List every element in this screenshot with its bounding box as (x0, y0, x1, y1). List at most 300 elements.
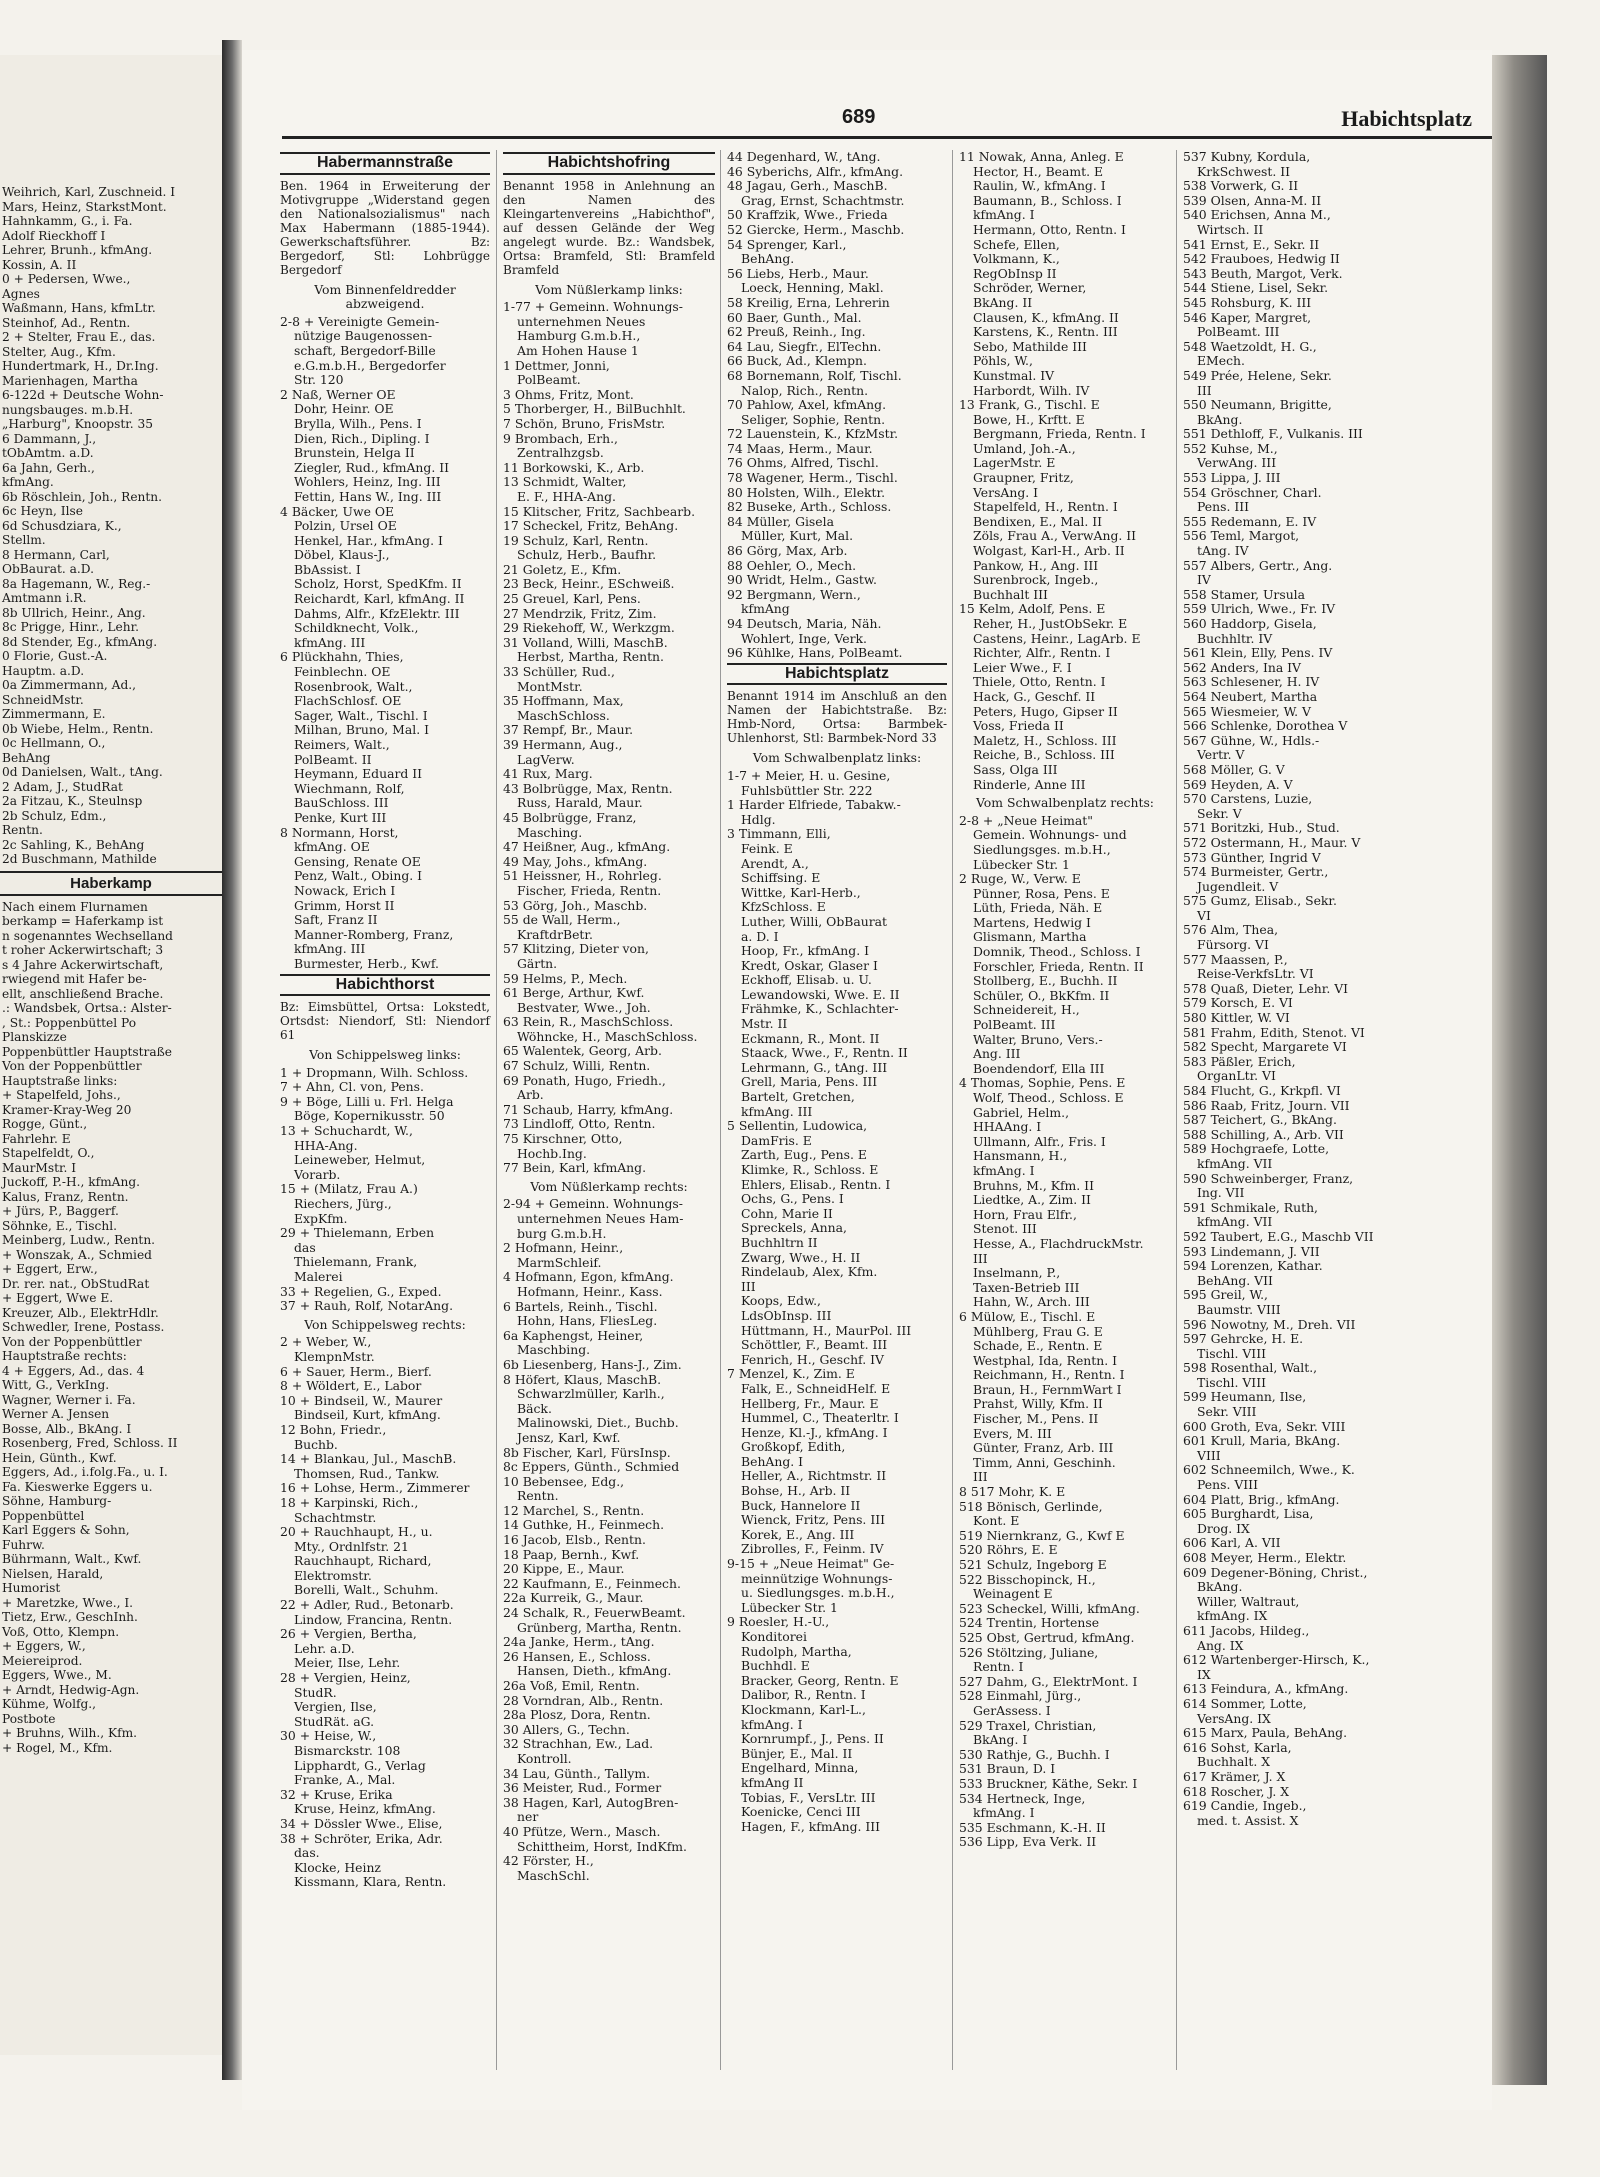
directory-entry: 33 Schüller, Rud., (503, 664, 615, 680)
directory-entry: 613 Feindura, A., kfmAng. (1183, 1681, 1349, 1697)
directory-entry: MontMstr. (517, 678, 583, 694)
directory-entry: Eckmann, R., Mont. II (741, 1030, 880, 1046)
directory-entry: Sekr. V (1197, 805, 1242, 821)
directory-entry: Buck, Hannelore II (741, 1497, 861, 1513)
directory-entry: Lübecker Str. 1 (973, 856, 1070, 872)
directory-entry: Kredt, Oskar, Glaser I (741, 957, 878, 973)
directory-entry: 35 Hoffmann, Max, (503, 693, 624, 709)
directory-entry: Henze, Kl.-J., kfmAng. I (741, 1424, 888, 1440)
directory-entry: Hesse, A., FlachdruckMstr. (973, 1235, 1144, 1251)
directory-entry: Bismarckstr. 108 (294, 1743, 401, 1758)
directory-entry: 583 Päßler, Erich, (1183, 1053, 1296, 1069)
directory-entry: + Maretzke, Wwe., I. (2, 1595, 134, 1610)
directory-entry: 32 Strachhan, Ew., Lad. (503, 1736, 654, 1752)
directory-entry: Wohlers, Heinz, Ing. III (294, 474, 441, 490)
directory-entry: 2-8 + „Neue Heimat" (959, 812, 1093, 828)
directory-entry: Hermann, Otto, Rentn. I (973, 221, 1126, 237)
section-heading: Vom Nüßlerkamp links: (535, 281, 683, 297)
directory-entry: Horn, Frau Elfr., (973, 1206, 1077, 1222)
directory-entry: Koenicke, Cenci III (741, 1804, 861, 1820)
directory-entry: MaschSchl. (517, 1867, 590, 1883)
running-head: Habichtsplatz (1341, 106, 1472, 131)
directory-entry: BehAng (2, 750, 51, 765)
directory-entry: Tischl. VIII (1197, 1374, 1266, 1390)
directory-entry: a. D. I (741, 928, 779, 944)
page-header (282, 106, 1492, 139)
directory-entry: Glismann, Martha (973, 929, 1087, 945)
directory-entry: HHAAng. I (973, 1119, 1042, 1135)
directory-entry: BehAng. I (741, 1453, 804, 1469)
directory-entry: e.G.m.b.H., Bergedorfer (294, 357, 446, 373)
directory-entry: Eggers, Wwe., M. (2, 1668, 112, 1682)
directory-entry: Agnes (2, 286, 40, 301)
entry-list (280, 1335, 490, 1890)
directory-entry: Ochs, G., Pens. I (741, 1191, 844, 1207)
directory-entry: 2-8 + Vereinigte Gemein- (280, 313, 440, 329)
directory-entry: PolBeamt. II (294, 751, 372, 767)
directory-entry: 22 + Adler, Rud., Betonarb. (280, 1597, 454, 1613)
directory-entry: Dahms, Alfr., KfzElektr. III (294, 605, 460, 621)
directory-entry: 56 Liebs, Herb., Maur. (727, 265, 869, 281)
directory-entry: KraftdrBetr. (517, 926, 593, 942)
directory-entry: 66 Buck, Ad., Klempn. (727, 353, 867, 369)
directory-entry: Masching. (517, 824, 583, 840)
directory-entry: Meinberg, Ludw., Rentn. (2, 1233, 156, 1247)
directory-entry: 545 Rohsburg, K. III (1183, 294, 1312, 310)
directory-entry: ObBaurat. a.D. (2, 562, 94, 576)
directory-entry: 90 Wridt, Helm., Gastw. (727, 572, 877, 588)
directory-entry: 550 Neumann, Brigitte, (1183, 397, 1332, 413)
directory-entry: Castens, Heinr., LagArb. E (973, 630, 1141, 646)
section-heading: Vom Schwalbenplatz links: (752, 750, 922, 766)
directory-entry: 68 Bornemann, Rolf, Tischl. (727, 367, 902, 383)
directory-entry: Heller, A., Richtmstr. II (741, 1468, 887, 1484)
directory-entry: BkAng. (1197, 1579, 1243, 1595)
directory-entry: Fischer, Frieda, Rentn. (517, 882, 662, 898)
street-title: Habichtshofring (503, 152, 715, 175)
directory-entry: Gensing, Renate OE (294, 853, 421, 869)
directory-entry: + Rogel, M., Kfm. (2, 1740, 113, 1755)
directory-entry: Saft, Franz II (294, 912, 378, 928)
directory-entry: 0 + Pedersen, Wwe., (2, 272, 131, 286)
directory-entry: Stellm. (2, 533, 46, 547)
directory-entry: Penke, Kurt III (294, 809, 387, 825)
directory-entry: 72 Lauenstein, K., KfzMstr. (727, 426, 899, 442)
directory-entry: Henkel, Har., kfmAng. I (294, 532, 443, 548)
directory-entry: Ing. VII (1197, 1185, 1245, 1201)
directory-entry: Schröder, Werner, (973, 280, 1087, 296)
directory-entry: Witt, G., VerkIng. (2, 1378, 110, 1392)
directory-entry: 6a Kaphengst, Heiner, (503, 1327, 644, 1343)
directory-entry: 539 Olsen, Anna-M. II (1183, 192, 1322, 208)
directory-entry: kfmAng. OE (294, 839, 370, 855)
directory-entry: Tobias, F., VersLtr. III (741, 1789, 876, 1805)
page-number: 689 (842, 106, 876, 128)
directory-entry: Bartelt, Gretchen, (741, 1089, 855, 1105)
page-edge (1492, 55, 1547, 2085)
directory-entry: Reichmann, H., Rentn. I (973, 1367, 1125, 1383)
street-title: Habichthorst (280, 974, 490, 997)
directory-entry: 54 Sprenger, Karl., (727, 236, 847, 252)
directory-entry: 53 Görg, Joh., Maschb. (503, 897, 648, 913)
directory-entry: Buchhltr. IV (1197, 630, 1273, 646)
directory-entry: 564 Neubert, Martha (1183, 688, 1318, 704)
directory-entry: KfzSchloss. E (741, 899, 826, 915)
directory-entry: n sogenanntes Wechselland (2, 928, 173, 943)
directory-entry: 565 Wiesmeier, W. V (1183, 703, 1311, 719)
directory-entry: 6 Bartels, Reinh., Tischl. (503, 1298, 658, 1314)
directory-entry: Harbordt, Wilh. IV (973, 382, 1090, 398)
directory-entry: Wittke, Karl-Herb., (741, 884, 861, 900)
directory-entry: 529 Traxel, Christian, (959, 1717, 1097, 1733)
directory-entry: Vergien, Ilse, (294, 1699, 377, 1715)
directory-entry: Kossin, A. II (2, 257, 77, 272)
directory-entry: 18 + Karpinski, Rich., (280, 1494, 419, 1510)
directory-entry: Hagen, F., kfmAng. III (741, 1818, 881, 1834)
directory-entry: Bowe, H., Krftt. E (973, 411, 1085, 427)
directory-entry: Thiele, Otto, Rentn. I (973, 674, 1106, 690)
directory-entry: Timm, Anni, Geschinh. (973, 1454, 1116, 1470)
directory-entry: 63 Rein, R., MaschSchloss. (503, 1014, 674, 1030)
directory-entry: Von der Poppenbüttler (2, 1334, 142, 1349)
directory-entry: Stenot. III (973, 1221, 1037, 1237)
directory-entry: Bohse, H., Arb. II (741, 1483, 851, 1499)
directory-entry: Graupner, Fritz, (973, 470, 1074, 486)
directory-entry: Lewandowski, Wwe. E. II (741, 986, 900, 1002)
directory-entry: Bindseil, Kurt, kfmAng. (294, 1407, 441, 1423)
directory-entry: 611 Jacobs, Hildeg., (1183, 1622, 1310, 1638)
directory-entry: 8b Ullrich, Heinr., Ang. (2, 605, 146, 620)
directory-entry: Grell, Maria, Pens. III (741, 1074, 878, 1090)
directory-entry: 0b Wiebe, Helm., Rentn. (2, 721, 154, 736)
directory-entry: Arendt, A., (741, 855, 809, 871)
directory-entry: 24 Schalk, R., FeuerwBeamt. (503, 1605, 686, 1621)
directory-entry: Bendixen, E., Mal. II (973, 513, 1103, 529)
directory-entry: 548 Waetzoldt, H. G., (1183, 338, 1317, 354)
directory-entry: 80 Holsten, Wilh., Elektr. (727, 484, 886, 500)
directory-entry: OrganLtr. VI (1197, 1068, 1276, 1084)
directory-entry: Russ, Harald, Maur. (517, 795, 643, 811)
street-intro: Benannt 1914 im Anschluß an den Namen der Habichtstraße. Bz: Hmb-Nord, Ortsa: Barmbek-Uhlenhorst, Stl: Barmbek-Nord 33 (727, 689, 947, 746)
directory-entry: Mühlberg, Frau G. E (973, 1323, 1103, 1339)
directory-entry: 533 Bruckner, Käthe, Sekr. I (959, 1775, 1138, 1791)
directory-entry: 17 Scheckel, Fritz, BehAng. (503, 518, 679, 534)
directory-entry: 9 Roesler, H.-U., (727, 1614, 830, 1630)
directory-entry: Zimmermann, E. (2, 707, 106, 721)
directory-entry: Prahst, Willy, Kfm. II (973, 1396, 1103, 1412)
directory-entry: Zarth, Eug., Pens. E (741, 1147, 867, 1163)
directory-entry: kfmAng. III (294, 634, 366, 650)
column-1 (280, 150, 496, 2070)
directory-entry: VIII (1197, 1447, 1221, 1463)
directory-entry: StudR. (294, 1684, 337, 1700)
directory-entry: IX (1197, 1666, 1211, 1682)
directory-entry: Lehr. a.D. (294, 1640, 355, 1656)
directory-entry: tObAmtm. a.D. (2, 446, 94, 460)
directory-entry: Hoop, Fr., kfmAng. I (741, 943, 869, 959)
directory-entry: LagerMstr. E (973, 455, 1056, 471)
directory-entry: 0c Hellmann, O., (2, 736, 106, 750)
directory-entry: 593 Lindemann, J. VII (1183, 1243, 1320, 1259)
directory-entry: 555 Redemann, E. IV (1183, 513, 1317, 529)
directory-entry: 567 Gühne, W., Hdls.- (1183, 732, 1320, 748)
directory-entry: das. (294, 1845, 320, 1861)
directory-entry: Hundertmark, H., Dr.Ing. (2, 359, 159, 373)
directory-entry: 566 Schlenke, Dorothea V (1183, 718, 1348, 734)
directory-entry: Karstens, K., Rentn. III (973, 324, 1118, 340)
directory-entry: 530 Rathje, G., Buchh. I (959, 1746, 1110, 1762)
directory-entry: EMech. (1197, 353, 1245, 369)
directory-entry: Thielemann, Frank, (294, 1254, 418, 1270)
directory-entry: Gemein. Wohnungs- und (973, 827, 1127, 843)
directory-entry: 0 Florie, Gust.-A. (2, 649, 108, 663)
directory-entry: 9-15 + „Neue Heimat" Ge- (727, 1556, 895, 1572)
directory-entry: Wienck, Fritz, Pens. III (741, 1512, 885, 1528)
directory-entry: Weinagent E (973, 1586, 1053, 1602)
directory-entry: 609 Degener-Böning, Christ., (1183, 1564, 1368, 1580)
directory-entry: Rosenberg, Fred, Schloss. II (2, 1436, 178, 1450)
directory-entry: 604 Platt, Brig., kfmAng. (1183, 1491, 1340, 1507)
directory-entry: 562 Anders, Ina IV (1183, 659, 1301, 675)
directory-entry: 2 + Weber, W., (280, 1334, 372, 1350)
directory-entry: Nalop, Rich., Rentn. (741, 382, 869, 398)
directory-entry: Fahrlehr. E (2, 1131, 71, 1146)
directory-entry: 22a Kurreik, G., Maur. (503, 1590, 644, 1606)
directory-entry: Weihrich, Karl, Zuschneid. I (2, 185, 176, 199)
directory-entry: Martens, Hedwig I (973, 914, 1091, 930)
directory-entry: 6c Heyn, Ilse (2, 504, 83, 518)
directory-entry: Gärtn. (517, 955, 558, 971)
directory-entry: Baumstr. VIII (1197, 1301, 1281, 1317)
directory-entry: GerAssess. I (973, 1702, 1051, 1718)
directory-entry: med. t. Assist. X (1197, 1812, 1299, 1828)
directory-entry: Postbote (2, 1711, 56, 1726)
directory-entry: 5 Sellentin, Ludowica, (727, 1118, 868, 1134)
directory-entry: Fettin, Hans W., Ing. III (294, 488, 442, 504)
directory-entry: 65 Walentek, Georg, Arb. (503, 1043, 662, 1059)
directory-entry: 1 Dettmer, Jonni, (503, 357, 610, 373)
directory-entry: 8b Fischer, Karl, FürsInsp. (503, 1444, 671, 1460)
directory-entry: das (294, 1239, 316, 1255)
directory-entry: 8c Prigge, Hinr., Lehr. (2, 620, 139, 634)
directory-entry: Maschbing. (517, 1342, 591, 1358)
directory-entry: Kramer-Kray-Weg 20 (2, 1102, 132, 1117)
directory-entry: Franke, A., Mal. (294, 1772, 396, 1788)
directory-entry: 6 Mülow, E., Tischl. E (959, 1308, 1096, 1324)
directory-entry: 4 Bäcker, Uwe OE (280, 503, 395, 519)
directory-entry: kfmAng II (741, 1774, 804, 1790)
directory-entry: Falk, E., SchneidHelf. E (741, 1380, 891, 1396)
directory-entry: 606 Karl, A. VII (1183, 1535, 1281, 1551)
directory-entry: 8a Hagemann, W., Reg.- (2, 576, 151, 591)
directory-entry: Reichardt, Karl, kfmAng. II (294, 591, 465, 607)
directory-entry: burg G.m.b.H. (517, 1225, 607, 1241)
directory-entry: 536 Lipp, Eva Verk. II (959, 1834, 1097, 1850)
directory-entry: Klockmann, Karl-L., (741, 1701, 866, 1717)
directory-entry: Söhnke, E., Tischl. (2, 1218, 117, 1233)
directory-entry: Vorarb. (294, 1166, 341, 1182)
directory-entry: Kalus, Franz, Rentn. (2, 1189, 129, 1204)
directory-entry: schaft, Bergedorf-Bille (294, 342, 436, 358)
directory-entry: 6 Dammann, J., (2, 431, 97, 446)
column-3 (720, 150, 953, 2070)
directory-entry: Eggers, Ad., i.folg.Fa., u. I. (2, 1465, 168, 1479)
directory-entry: Juckoff, P.-H., kfmAng. (2, 1175, 141, 1189)
directory-entry: 520 Röhrs, E. E (959, 1542, 1058, 1558)
directory-entry: Feink. E (741, 840, 793, 856)
directory-entry: 1-7 + Meier, H. u. Gesine, (727, 767, 891, 783)
directory-entry: Braun, H., FernmWart I (973, 1381, 1122, 1397)
directory-entry: rwiegend mit Hafer be- (2, 972, 147, 986)
directory-entry: 7 + Ahn, Cl. von, Pens. (280, 1079, 424, 1095)
directory-entry: Von der Poppenbüttler (2, 1059, 142, 1073)
directory-entry: Volkmann, K., (973, 251, 1060, 267)
directory-entry: Dien, Rich., Dipling. I (294, 430, 430, 446)
directory-entry: 5 Thorberger, H., BilBuchhlt. (503, 401, 686, 417)
directory-entry: Böge, Kopernikusstr. 50 (294, 1108, 445, 1124)
directory-entry: BkAng. (1197, 411, 1243, 427)
directory-entry: Westphal, Ida, Rentn. I (973, 1352, 1117, 1368)
directory-entry: Stapelfeldt, O., (2, 1146, 95, 1160)
directory-entry: 540 Erichsen, Anna M., (1183, 207, 1331, 223)
directory-entry: Wolgast, Karl-H., Arb. II (973, 543, 1125, 559)
directory-entry: 13 Schmidt, Walter, (503, 474, 627, 490)
directory-entry: Nowack, Erich I (294, 882, 396, 898)
directory-columns (280, 150, 1490, 2070)
directory-entry: Korek, E., Ang. III (741, 1526, 855, 1542)
directory-entry: Schneidereit, H., (973, 1002, 1080, 1018)
directory-entry: 598 Rosenthal, Walt., (1183, 1360, 1318, 1376)
directory-entry: 560 Haddorp, Gisela, (1183, 616, 1317, 631)
entry-list (959, 814, 1171, 1850)
directory-entry: t roher Ackerwirtschaft; 3 (2, 943, 164, 957)
directory-entry: 37 Rempf, Br., Maur. (503, 722, 634, 738)
directory-entry: 570 Carstens, Luzie, (1183, 791, 1313, 807)
directory-entry: Scholz, Horst, SpedKfm. II (294, 576, 462, 592)
directory-entry: Rosenbrook, Walt., (294, 678, 413, 694)
directory-entry: Leier Wwe., F. I (973, 659, 1072, 675)
directory-entry: Meier, Ilse, Lehr. (294, 1655, 401, 1671)
directory-entry: + Eggert, Erw., (2, 1262, 98, 1276)
directory-entry: Heymann, Eduard II (294, 766, 423, 782)
directory-entry: Werner A. Jensen (2, 1407, 110, 1421)
entry-list (959, 150, 1171, 792)
directory-entry: Fuhrw. (2, 1537, 45, 1552)
directory-entry: Bruhns, M., Kfm. II (973, 1177, 1094, 1193)
directory-entry: 4 + Eggers, Ad., das. 4 (2, 1363, 145, 1378)
directory-entry: kfmAng. I (741, 1716, 803, 1732)
directory-entry: Klimke, R., Schloss. E (741, 1162, 879, 1177)
directory-entry: Ang. IX (1197, 1637, 1244, 1653)
directory-entry: Hofmann, Heinr., Kass. (517, 1283, 663, 1299)
directory-entry: Poppenbüttler Hauptstraße (2, 1044, 173, 1059)
directory-entry: Buchhalt III (973, 586, 1048, 602)
directory-entry: 57 Klitzing, Dieter von, (503, 941, 649, 957)
directory-entry: Buchb. (294, 1436, 338, 1452)
directory-entry: + Eggert, Wwe E. (2, 1291, 114, 1305)
directory-entry: Fuhlsbüttler Str. 222 (741, 782, 873, 798)
directory-entry: 3 Ohms, Fritz, Mont. (503, 386, 634, 402)
directory-entry: 49 May, Johs., kfmAng. (503, 853, 648, 869)
directory-entry: kfmAng. III (294, 941, 366, 957)
directory-entry: 78 Wagener, Herm., Tischl. (727, 470, 898, 486)
directory-entry: Schöttler, F., Beamt. III (741, 1337, 888, 1353)
directory-entry: 589 Hochgraefe, Lotte, (1183, 1141, 1330, 1157)
directory-entry: Grimm, Horst II (294, 897, 395, 913)
section-heading: Vom Nüßlerkamp rechts: (530, 1178, 688, 1194)
directory-entry: MaurMstr. I (2, 1160, 77, 1175)
directory-entry: 2 Adam, J., StudRat (2, 779, 123, 794)
directory-entry: Fenrich, H., Geschf. IV (741, 1351, 884, 1367)
directory-entry: 51 Heissner, H., Rohrleg. (503, 868, 662, 884)
directory-entry: 581 Frahm, Edith, Stenot. VI (1183, 1024, 1365, 1040)
directory-entry: kfmAng (741, 601, 790, 617)
directory-entry: Kontroll. (517, 1750, 572, 1766)
directory-entry: RegObInsp II (973, 265, 1057, 281)
directory-entry: 6 Plückhahn, Thies, (280, 649, 404, 665)
directory-entry: Nielsen, Harald, (2, 1566, 104, 1581)
directory-entry: Walter, Bruno, Vers.- (973, 1031, 1103, 1047)
directory-entry: Pens. VIII (1197, 1477, 1258, 1493)
directory-entry: 6 + Sauer, Herm., Bierf. (280, 1363, 432, 1379)
directory-entry: Dalibor, R., Rentn. I (741, 1687, 866, 1703)
directory-entry: BkAng. II (973, 294, 1033, 310)
directory-entry: 8 + Wöldert, E., Labor (280, 1378, 422, 1394)
directory-entry: + Arndt, Hedwig-Agn. (2, 1682, 140, 1697)
directory-entry: Reise-VerkfsLtr. VI (1197, 966, 1314, 982)
directory-entry: Tischl. VIII (1197, 1345, 1266, 1361)
directory-entry: 578 Quaß, Dieter, Lehr. VI (1183, 980, 1349, 996)
directory-entry: 37 + Rauh, Rolf, NotarAng. (280, 1298, 454, 1314)
directory-entry: 587 Teichert, G., BkAng. (1183, 1112, 1337, 1128)
directory-entry: Schittheim, Horst, IndKfm. (517, 1838, 687, 1854)
directory-entry: Schwarzlmüller, Karlh., (517, 1386, 665, 1402)
directory-entry: Hauptstraße rechts: (2, 1349, 127, 1363)
directory-entry: Domnik, Theod., Schloss. I (973, 944, 1141, 960)
directory-entry: Jugendleit. V (1197, 878, 1279, 894)
directory-entry: 94 Deutsch, Maria, Näh. (727, 616, 882, 631)
street-title: Habermannstraße (280, 152, 490, 175)
directory-entry: 60 Baer, Gunth., Mal. (727, 309, 862, 325)
directory-entry: 30 Allers, G., Techn. (503, 1721, 630, 1737)
directory-entry: 0d Danielsen, Walt., tAng. (2, 765, 163, 779)
directory-entry: 591 Schmikale, Ruth, (1183, 1199, 1318, 1215)
directory-entry: 0a Zimmermann, Ad., (2, 678, 137, 692)
directory-entry: Feinblechn. OE (294, 664, 391, 680)
directory-entry: 77 Bein, Karl, kfmAng. (503, 1160, 647, 1176)
directory-entry: BehAng. (741, 251, 795, 267)
directory-entry: Planskizze (2, 1030, 67, 1044)
directory-entry: 26a Voß, Emil, Rentn. (503, 1678, 640, 1693)
directory-entry: Wolf, Theod., Schloss. E (973, 1090, 1124, 1105)
directory-entry: 618 Roscher, J. X (1183, 1783, 1290, 1799)
directory-entry: Reher, H., JustObSekr. E (973, 616, 1128, 631)
directory-entry: 28 Vorndran, Alb., Rentn. (503, 1692, 664, 1708)
directory-entry: Kissmann, Klara, Rentn. (294, 1874, 447, 1890)
directory-entry: Koops, Edw., (741, 1293, 821, 1309)
directory-entry: Reiche, B., Schloss. III (973, 747, 1115, 763)
directory-entry: 608 Meyer, Herm., Elektr. (1183, 1550, 1347, 1565)
directory-entry: 46 Syberichs, Alfr., kfmAng. (727, 163, 904, 179)
directory-entry: PolBeamt. III (973, 1017, 1056, 1033)
directory-entry: Polzin, Ursel OE (294, 518, 397, 534)
directory-entry: Str. 120 (294, 372, 344, 388)
directory-entry: 574 Burmeister, Gertr., (1183, 864, 1329, 880)
directory-entry: kfmAng. I (973, 1805, 1035, 1821)
directory-entry: Gabriel, Helm., (973, 1104, 1070, 1120)
directory-entry: Hohn, Hans, FliesLeg. (517, 1313, 658, 1329)
directory-entry: 82 Buseke, Arth., Schloss. (727, 499, 892, 515)
